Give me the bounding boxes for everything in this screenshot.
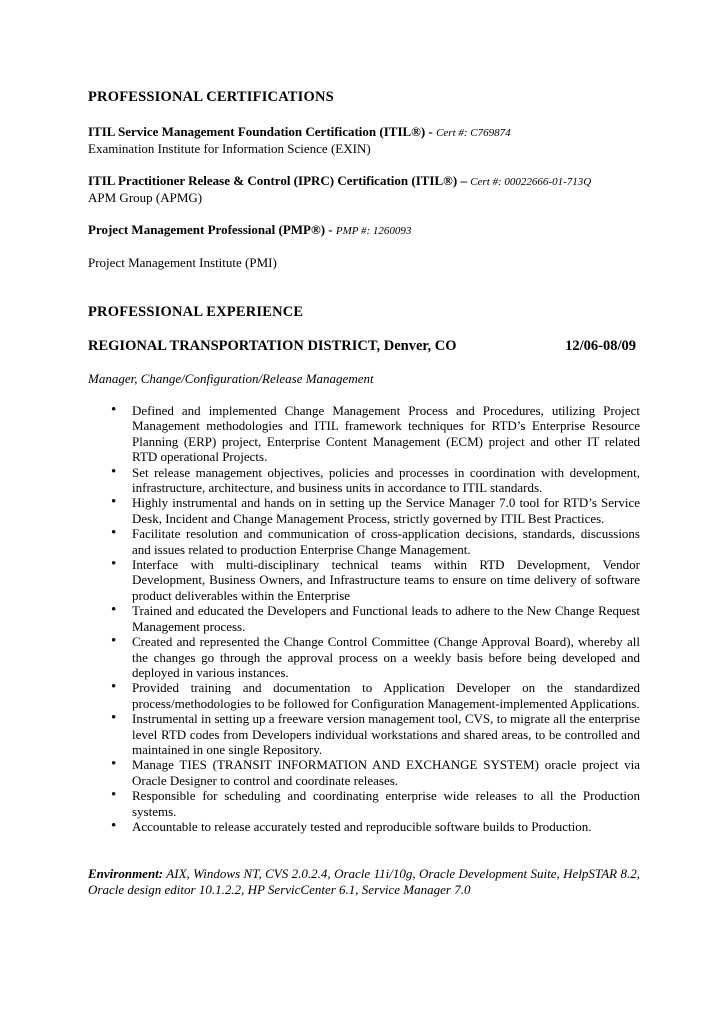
bullet-icon: • [111,679,117,696]
list-item: • Defined and implemented Change Management Process and Procedures, utilizing Project Management methodologies and ITIL framework techniques for RTD’s Enterprise Resource Planning (ERP) project, Enterprise Content Management (ECM) project and other IT related RTD operational Projects. [111,402,640,465]
cert-number: PMP #: 1260093 [335,225,412,237]
cert-title: Project Management Professional (PMP®) - [88,222,336,237]
cert-pmp [88,222,640,239]
cert-itil-foundation [88,124,640,141]
bullet-icon: • [111,710,117,727]
employment-dates: 12/06-08/09 [565,338,636,354]
list-item: • Manage TIES (TRANSIT INFORMATION AND EXCHANGE SYSTEM) oracle project via Oracle Designer to control and coordinate releases. [111,756,640,788]
list-item: • Provided training and documentation to Application Developer on the standardized process/methodologies to be followed for Configuration Management-implemented Applications. [111,679,640,711]
bullet-icon: • [111,402,117,418]
experience-heading: PROFESSIONAL EXPERIENCE [88,304,304,320]
cert-itil-practitioner [88,173,640,190]
list-item: • Highly instrumental and hands on in setting up the Service Manager 7.0 tool for RTD’s Service Desk, Incident and Change Management Process, strictly governed by ITIL Best Practices. [111,494,640,526]
environment-text: AIX, Windows NT, CVS 2.0.2.4, Oracle 11i/10g, Oracle Development Suite, HelpSTAR 8.2, Oracle design editor 10.1.2.2, HP ServicCenter 6.1, Service Manager 7.0 [88,866,640,898]
list-item: • Set release management objectives, policies and processes in coordination with development, infrastructure, architecture, and business units in accordance to ITIL standards. [111,463,640,496]
environment-label: Environment: [88,866,164,882]
list-item: • Responsible for scheduling and coordinating enterprise wide releases to all the Production systems. [111,787,640,819]
job-title: Manager, Change/Configuration/Release Management [88,371,374,386]
employer-row [88,337,640,355]
cert-issuer: Project Management Institute (PMI) [88,255,277,270]
list-item: • Instrumental in setting up a freeware version management tool, CVS, to migrate all the enterprise level RTD codes from Developers individual workstations and shared areas, to be controlled and maintained in one single Repository. [111,710,640,757]
employer-name: REGIONAL TRANSPORTATION DISTRICT, Denver, CO [88,338,457,354]
responsibility-list [88,403,640,834]
list-item: • Trained and educated the Developers and Functional leads to adhere to the New Change Request Management process. [111,602,640,634]
bullet-icon: • [111,556,117,573]
list-item: • Facilitate resolution and communication of cross-application decisions, standards, discussions and issues related to production Enterprise Change Management. [111,525,640,557]
cert-issuer: Examination Institute for Information Science (EXIN) [88,141,371,156]
bullet-icon: • [111,633,117,650]
bullet-icon: • [111,602,117,619]
bullet-icon: • [111,494,117,511]
cert-issuer: APM Group (APMG) [88,190,203,205]
cert-title: ITIL Practitioner Release & Control (IPRC) Certification (ITIL®) – [88,173,471,188]
bullet-icon: • [111,756,117,773]
certifications-heading: PROFESSIONAL CERTIFICATIONS [88,89,334,105]
environment-paragraph [88,866,640,898]
bullet-icon: • [111,817,117,834]
bullet-icon: • [111,525,117,542]
list-item: • Created and represented the Change Control Committee (Change Approval Board), whereby all the changes go through the approval process on a weekly basis before being developed and deployed in various instances. [111,633,640,680]
list-item: • Interface with multi-disciplinary technical teams within RTD Development, Vendor Development, Business Owners, and Infrastructure teams to ensure on time delivery of software product deliverables within the Enterprise [111,556,640,603]
cert-number: Cert #: 00022666-01-713Q [470,176,592,188]
bullet-icon: • [111,463,117,480]
list-item: • Accountable to release accurately tested and reproducible software builds to Production. [111,817,592,834]
bullet-icon: • [111,787,117,804]
cert-title: ITIL Service Management Foundation Certification (ITIL®) - [88,124,437,139]
cert-number: Cert #: C769874 [436,127,511,139]
